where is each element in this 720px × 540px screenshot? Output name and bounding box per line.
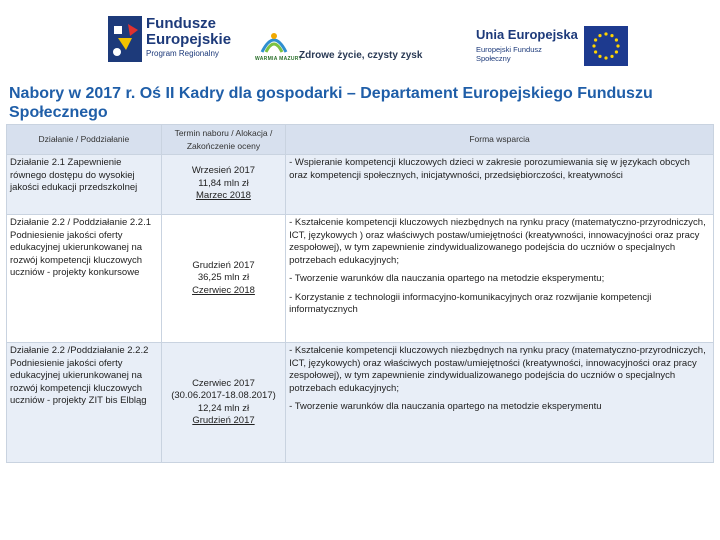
ue-line1: Unia Europejska [476, 27, 578, 42]
logo-bar [0, 0, 720, 80]
header-schedule: Termin naboru / Alokacja / Zakończenie oceny [161, 125, 285, 155]
row3-allocation: 12,24 mln zł [197, 402, 250, 414]
fundusze-europejskie-logo-icon [108, 16, 142, 62]
row2-end: Czerwiec 2018 [192, 284, 255, 296]
ue-line3: Społeczny [476, 53, 511, 63]
fundusze-europejskie-text [146, 16, 231, 58]
unia-europejska-text [476, 28, 578, 63]
row1-schedule [161, 155, 285, 215]
row1-end: Marzec 2018 [196, 190, 251, 201]
table-row [7, 155, 714, 215]
table-row [7, 343, 714, 463]
fe-line1: Fundusze [146, 15, 216, 32]
row3-support1: - Kształcenie kompetencji kluczowych niezbędnych na rynku pracy (matematyczno-przyrodniczych, ICT, językowych) oraz właściwych postaw/umiejętności (kreatywności, innowacyjności oraz pracy zespołowej), w tym zapewnienie zindywidualizowanego podejścia do uczniów o specjalnych potrzebach edukacyjnych; [289, 345, 706, 394]
row1-allocation: 11,84 mln zł [198, 177, 249, 189]
eu-flag-icon [584, 26, 628, 66]
table-header-row [7, 125, 714, 155]
row3-period: (30.06.2017-18.08.2017) [171, 390, 276, 401]
ue-line2: Europejski Fundusz [476, 45, 542, 55]
row3-support [286, 343, 714, 463]
page-title: Nabory w 2017 r. Oś II Kadry dla gospodarki – Departament Europejskiego Funduszu Społecznego [9, 85, 653, 121]
row2-support1: - Kształcenie kompetencji kluczowych niezbędnych na rynku pracy (matematyczno-przyrodniczych, ICT, językowych ) oraz właściwych postaw/umiejętności (kreatywności, innowacyjności oraz pracy zespołowej), w tym zapewnienie zindywidualizowanego podejścia do uczniów o specjalnych potrzebach edukacyjnych; [289, 217, 706, 266]
row3-support2: - Tworzenie warunków dla nauczania opartego na metodzie eksperymentu [289, 401, 602, 412]
calls-table [6, 124, 714, 463]
warmia-mazury-slogan: Zdrowe życie, czysty zysk [299, 50, 423, 61]
row1-support: - Wspieranie kompetencji kluczowych dzieci w zakresie porozumiewania się w językach obcych oraz kompetencji społecznych, inicjatywności, przedsiębiorczości, kreatywności [286, 155, 714, 215]
row2-support2: - Tworzenie warunków dla nauczania opartego na metodzie eksperymentu; [289, 273, 605, 284]
header-action: Działanie / Poddziałanie [7, 125, 162, 155]
fe-line3: Program Regionalny [146, 49, 219, 58]
header-support: Forma wsparcia [286, 125, 714, 155]
warmia-mazury-caption: WARMIA MAZURY [255, 56, 303, 62]
row2-allocation: 36,25 mln zł [197, 272, 250, 284]
row3-schedule [161, 343, 285, 463]
row2-action: Działanie 2.2 / Poddziałanie 2.2.1 Podniesienie jakości oferty edukacyjnej ukierunkowanej na rozwój kompetencji kluczowych uczniów - projekty konkursowe [7, 215, 162, 343]
row3-end: Grudzień 2017 [192, 415, 255, 426]
fe-line2: Europejskie [146, 31, 232, 48]
table-row [7, 215, 714, 343]
row2-date: Grudzień 2017 [192, 259, 255, 271]
row2-support3: - Korzystanie z technologii informacyjno-komunikacyjnych oraz rozwijanie kompetencji informatycznych [289, 291, 652, 315]
row3-action: Działanie 2.2 /Poddziałanie 2.2.2 Podniesienie jakości oferty edukacyjnej ukierunkowanej na rozwój kompetencji kluczowych uczniów - projekty ZIT bis Elbląg [7, 343, 162, 463]
row2-support [286, 215, 714, 343]
row3-date: Czerwiec 2017 [192, 377, 255, 389]
row1-date: Wrzesień 2017 [191, 165, 256, 176]
row1-action: Działanie 2.1 Zapewnienie równego dostępu do wysokiej jakości edukacji przedszkolnej [7, 155, 162, 215]
row2-schedule [161, 215, 285, 343]
